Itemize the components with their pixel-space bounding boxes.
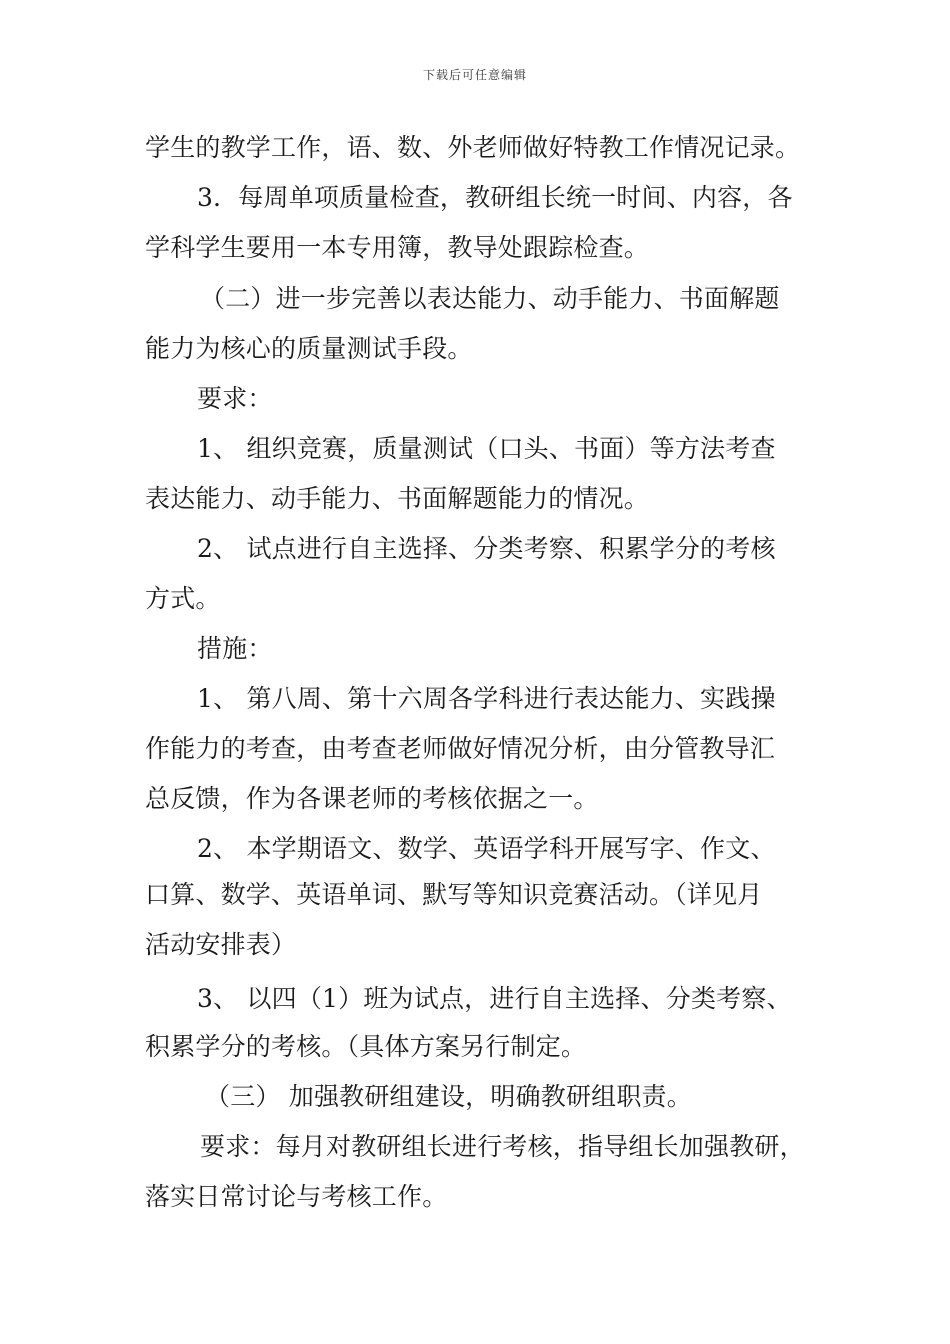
text-line-16: 口算、数学、英语单词、默写等知识竞赛活动。（详见月 bbox=[145, 880, 763, 909]
text-line-12: 1、 第八周、第十六周各学科进行表达能力、实践操 bbox=[197, 684, 776, 713]
text-line-3: 学科学生要用一本专用簿，教导处跟踪检查。 bbox=[145, 233, 650, 262]
text-line-2: 3．每周单项质量检查，教研组长统一时间、内容，各 bbox=[197, 183, 793, 212]
text-line-20: （三） 加强教研组建设，明确教研组职责。 bbox=[205, 1082, 692, 1111]
text-line-5: 能力为核心的质量测试手段。 bbox=[145, 334, 473, 363]
text-line-22: 落实日常讨论与考核工作。 bbox=[145, 1182, 448, 1211]
text-line-8: 表达能力、动手能力、书面解题能力的情况。 bbox=[145, 484, 650, 513]
text-line-14: 总反馈，作为各课老师的考核依据之一。 bbox=[145, 784, 599, 813]
text-line-7: 1、 组织竞赛，质量测试（口头、书面）等方法考查 bbox=[197, 434, 776, 463]
text-line-10: 方式。 bbox=[145, 584, 221, 613]
page-header-note: 下载后可任意编辑 bbox=[422, 68, 527, 82]
text-line-1: 学生的教学工作，语、数、外老师做好特教工作情况记录。 bbox=[145, 133, 801, 162]
text-line-6: 要求： bbox=[197, 384, 273, 413]
text-line-19: 积累学分的考核。（具体方案另行制定。 bbox=[145, 1032, 587, 1061]
text-line-9: 2、 试点进行自主选择、分类考察、积累学分的考核 bbox=[197, 534, 776, 563]
text-line-21: 要求：每月对教研组长进行考核，指导组长加强教研， bbox=[200, 1132, 805, 1161]
text-line-11: 措施： bbox=[197, 634, 273, 663]
text-line-17: 活动安排表） bbox=[145, 930, 297, 959]
text-line-15: 2、 本学期语文、数学、英语学科开展写字、作文、 bbox=[197, 834, 776, 863]
text-line-4: （二）进一步完善以表达能力、动手能力、书面解题 bbox=[200, 284, 780, 313]
text-line-13: 作能力的考查，由考查老师做好情况分析，由分管教导汇 bbox=[145, 734, 776, 763]
text-line-18: 3、 以四（1）班为试点，进行自主选择、分类考察、 bbox=[197, 984, 792, 1013]
